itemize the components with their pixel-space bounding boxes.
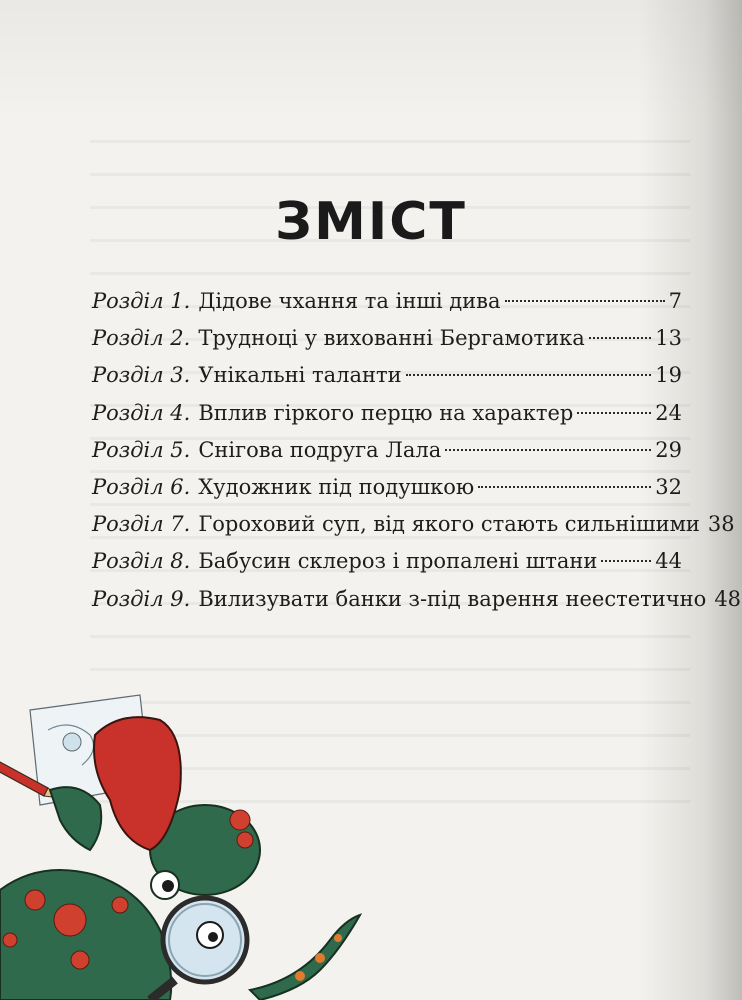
chapter-prefix: Розділ 1. [92, 289, 191, 313]
magnifying-glass-icon [150, 898, 247, 1000]
page-number: 38 [707, 512, 735, 537]
toc-entry [92, 581, 742, 618]
page-number: 44 [655, 549, 682, 574]
chapter-prefix: Розділ 3. [92, 363, 191, 388]
dragon-arm [50, 787, 101, 850]
page-title: ЗМІСТ [275, 192, 467, 252]
page-number: 48 [714, 586, 742, 611]
page-number: 32 [655, 474, 682, 499]
table-of-contents [92, 283, 742, 618]
toc-entry [92, 395, 682, 432]
dot-leader [445, 449, 651, 451]
chapter-title: Дідове чхання та інші дива [198, 289, 501, 313]
chapter-title: Бабусин склероз і пропалені штани [198, 549, 598, 574]
chapter-prefix: Розділ 8. [92, 549, 191, 574]
chapter-prefix: Розділ 2. [92, 326, 191, 351]
chapter-prefix: Розділ 7. [92, 512, 191, 537]
chapter-title: Художник під подушкою [198, 474, 475, 499]
page-number: 24 [655, 400, 682, 425]
chapter-prefix: Розділ 4. [92, 400, 191, 425]
dot-leader [577, 412, 651, 414]
chapter-prefix: Розділ 9. [92, 586, 191, 611]
dragon-eye [151, 871, 179, 899]
red-beret [94, 717, 181, 850]
chapter-title: Вилизувати банки з-під варення неестетично [198, 586, 707, 611]
chapter-title: Трудноці у вихованні Бергамотика [198, 326, 585, 351]
dot-leader [478, 486, 651, 488]
dragon-illustration [0, 690, 380, 1000]
page-number: 7 [668, 289, 682, 313]
toc-entry [92, 543, 682, 580]
dragon-body [0, 870, 171, 1000]
chapter-title: Вплив гіркого перцю на характер [198, 400, 574, 425]
toc-entry [92, 320, 682, 357]
page-number: 19 [655, 363, 682, 388]
chapter-title: Гороховий суп, від якого стають сильнішими [198, 512, 700, 537]
dot-leader [406, 374, 652, 376]
chapter-title: Унікальні таланти [198, 363, 402, 388]
dragon-tail [250, 915, 360, 1000]
chapter-prefix: Розділ 6. [92, 474, 191, 499]
dot-leader [505, 300, 665, 302]
toc-entry [92, 432, 682, 469]
dot-leader [589, 337, 652, 339]
page-number: 29 [655, 437, 682, 462]
toc-entry [92, 469, 682, 506]
toc-entry [92, 506, 735, 543]
dot-leader [601, 560, 651, 562]
chapter-prefix: Розділ 5. [92, 437, 191, 462]
page-number: 13 [655, 326, 682, 351]
toc-entry [92, 283, 682, 320]
chapter-title: Снігова подруга Лала [198, 437, 442, 462]
toc-entry [92, 357, 682, 394]
